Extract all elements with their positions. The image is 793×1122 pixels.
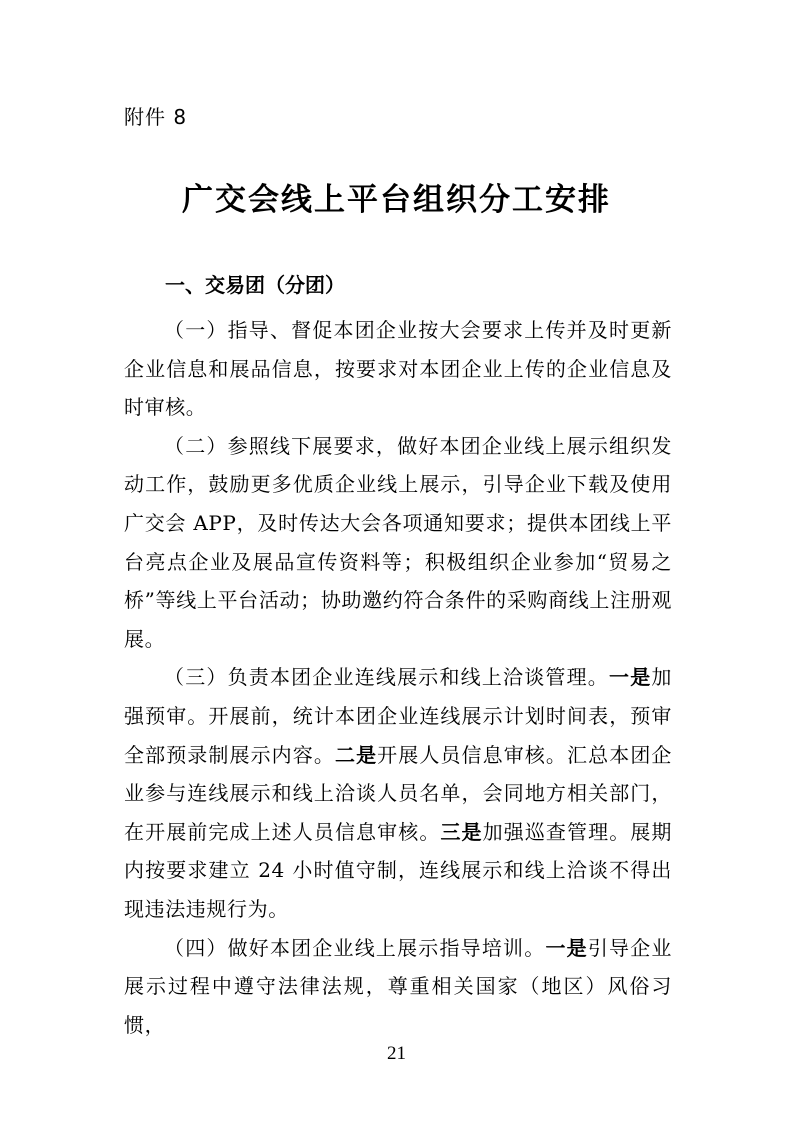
paragraph-3-text-3: 开展人员信息审核。汇总本团企业参与连线展示和线上洽谈人员名单，会同地方相关部门，在开展前完成上述人员信息审核。 (124, 742, 673, 844)
document-title: 广交会线上平台组织分工安排 (182, 182, 611, 218)
paragraph-3-emphasis-2: 二是 (334, 742, 378, 767)
paragraph-3-text-2: 加强预审。开展前，统计本团企业连线展示计划时间表，预审全部预录制展示内容。 (124, 665, 672, 767)
attachment-label: 附件 8 (124, 105, 188, 129)
paragraph-4-text-2: 引导企业展示过程中遵守法律法规，尊重相关国家（地区）风俗习惯， (124, 935, 672, 1037)
section-heading: 一、交易团（分团） (165, 273, 345, 297)
paragraph-1: （一）指导、督促本团企业按大会要求上传并及时更新企业信息和展品信息，按要求对本团企业上传的企业信息及时审核。 (124, 318, 672, 420)
paragraph-3-emphasis-3: 三是 (440, 819, 483, 844)
paragraph-4-emphasis-1: 一是 (545, 935, 588, 960)
document-body (124, 311, 672, 1044)
paragraph-3-text-1: （三）负责本团企业连线展示和线上洽谈管理。 (164, 665, 609, 690)
paragraph-3-emphasis-1: 一是 (609, 665, 652, 690)
paragraph-4 (124, 929, 672, 1045)
page-number: 21 (387, 1043, 406, 1064)
paragraph-3-text-4: 加强巡查管理。展期内按要求建立 24 小时值守制，连线展示和线上洽谈不得出现违法违规行为。 (124, 819, 673, 921)
paragraph-2: （二）参照线下展要求，做好本团企业线上展示组织发动工作，鼓励更多优质企业线上展示，引导企业下载及使用广交会 APP，及时传达大会各项通知要求；提供本团线上平台亮点企业及展品宣传资料等；积极组织企业参加“贸易之桥”等线上平台活动；协助邀约符合条件的采购商线上注册观展。 (124, 433, 672, 651)
paragraph-4-text-1: （四）做好本团企业线上展示指导培训。 (164, 935, 546, 960)
paragraph-3 (124, 658, 672, 928)
